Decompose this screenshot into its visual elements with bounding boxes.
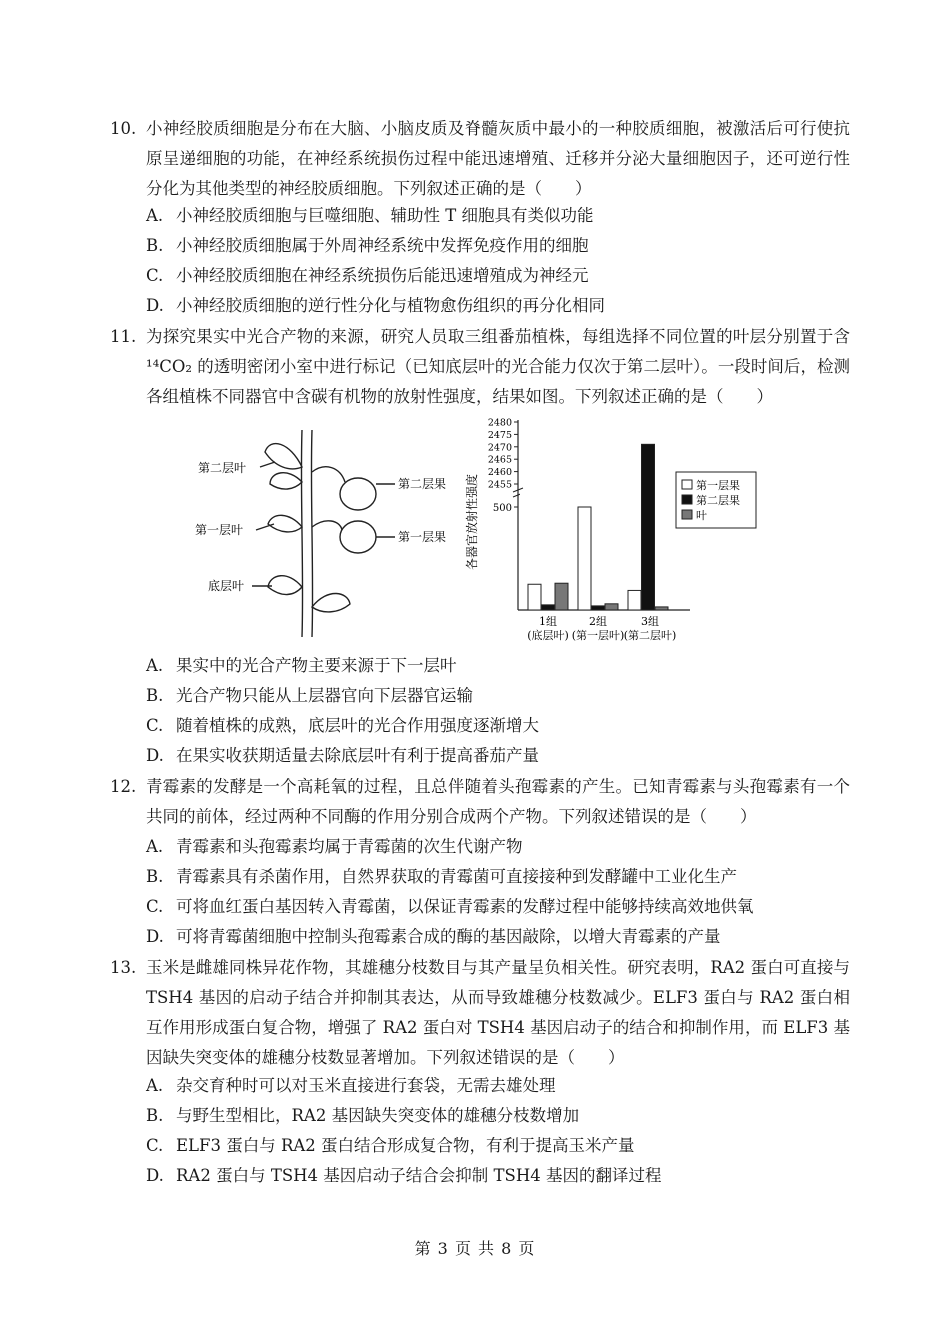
option-label: D. bbox=[146, 927, 164, 946]
bar-2-1 bbox=[578, 507, 591, 610]
option-13-c[interactable] bbox=[146, 1131, 856, 1161]
chart-legend bbox=[676, 472, 756, 528]
option-11-a[interactable] bbox=[146, 651, 856, 681]
fruit-2-stalk bbox=[312, 467, 345, 482]
question-11 bbox=[110, 322, 850, 412]
plant-diagram bbox=[252, 430, 395, 637]
option-text: 青霉素具有杀菌作用，自然界获取的青霉菌可直接接种到发酵罐中工业化生产 bbox=[176, 867, 737, 886]
bar-3-2 bbox=[642, 444, 655, 610]
y-tick-label: 2480 bbox=[487, 417, 512, 429]
y-tick-label: 500 bbox=[492, 503, 512, 514]
option-label: C. bbox=[146, 266, 164, 285]
chart-axis-break-gap bbox=[520, 490, 525, 495]
option-label: A. bbox=[146, 206, 164, 225]
option-label: D. bbox=[146, 1166, 164, 1185]
option-text: 小神经胶质细胞属于外周神经系统中发挥免疫作用的细胞 bbox=[176, 236, 589, 255]
chart-ticks bbox=[488, 418, 518, 515]
option-11-c[interactable] bbox=[146, 711, 856, 741]
option-text: 随着植株的成熟，底层叶的光合作用强度逐渐增大 bbox=[176, 716, 539, 735]
question-10 bbox=[110, 114, 850, 204]
y-tick-label: 2470 bbox=[487, 442, 512, 454]
legend-label: 第一层果 bbox=[696, 479, 740, 492]
option-label: C. bbox=[146, 897, 164, 916]
option-11-d[interactable] bbox=[146, 741, 856, 771]
chart-ylabel: 各器官放射性强度 bbox=[465, 473, 479, 571]
option-12-b[interactable] bbox=[146, 862, 856, 892]
bar-1-1 bbox=[528, 584, 541, 610]
plant-label-leaf1: 第一层叶 bbox=[195, 523, 244, 537]
fruit-2 bbox=[340, 478, 376, 510]
option-text: ELF3 蛋白与 RA2 蛋白结合形成复合物，有利于提高玉米产量 bbox=[176, 1136, 635, 1155]
option-label: C. bbox=[146, 1136, 164, 1155]
question-12 bbox=[110, 772, 850, 832]
option-text: 果实中的光合产物主要来源于下一层叶 bbox=[176, 656, 457, 675]
leaf-0a bbox=[268, 576, 302, 595]
y-tick-label: 2475 bbox=[487, 429, 512, 441]
category-label: 1组 bbox=[539, 615, 557, 628]
option-label: A. bbox=[146, 656, 164, 675]
legend-swatch bbox=[682, 495, 692, 504]
option-text: 青霉素和头孢霉素均属于青霉菌的次生代谢产物 bbox=[176, 837, 523, 856]
leaf-2b bbox=[270, 473, 302, 489]
bar-2-3 bbox=[605, 604, 618, 610]
option-label: D. bbox=[146, 296, 164, 315]
option-label: C. bbox=[146, 716, 164, 735]
option-label: B. bbox=[146, 1106, 164, 1125]
fruit-1-stalk bbox=[312, 521, 342, 530]
option-12-c[interactable] bbox=[146, 892, 856, 922]
bar-3-3 bbox=[655, 607, 668, 610]
question-number: 12. bbox=[110, 777, 137, 796]
leader-leaf2 bbox=[260, 462, 275, 467]
option-label: A. bbox=[146, 837, 164, 856]
leaf-0b bbox=[312, 593, 350, 611]
option-label: B. bbox=[146, 236, 164, 255]
question-number: 13. bbox=[110, 958, 137, 977]
page-footer: 第 3 页 共 8 页 bbox=[414, 1239, 536, 1258]
category-label: 2组 bbox=[589, 615, 607, 628]
plant-label-leaf2: 第二层叶 bbox=[198, 461, 247, 475]
option-13-b[interactable] bbox=[146, 1101, 856, 1131]
question-stem: 为探究果实中光合产物的来源，研究人员取三组番茄植株，每组选择不同位置的叶层分别置于含 ¹⁴CO₂ 的透明密闭小室中进行标记（已知底层叶的光合能力仅次于第二层叶）。一段时间后，检测各组植株不同器官中含碳有机物的放射性强度，结果如图。下列叙述正确的是（ ） bbox=[146, 327, 850, 406]
option-text: 小神经胶质细胞与巨噬细胞、辅助性 T 细胞具有类似功能 bbox=[176, 206, 594, 225]
option-10-c[interactable] bbox=[146, 261, 856, 291]
leaf-2a bbox=[265, 444, 302, 469]
plant-label-fruit1: 第一层果 bbox=[398, 530, 447, 544]
bar-2-2 bbox=[592, 606, 605, 610]
question-stem: 小神经胶质细胞是分布在大脑、小脑皮质及脊髓灰质中最小的一种胶质细胞，被激活后可行使抗原呈递细胞的功能，在神经系统损伤过程中能迅速增殖、迁移并分泌大量细胞因子，还可逆行性分化为其他类型的神经胶质细胞。下列叙述正确的是（ ） bbox=[146, 119, 850, 198]
option-13-a[interactable] bbox=[146, 1071, 856, 1101]
option-10-a[interactable] bbox=[146, 201, 856, 231]
y-tick-label: 2455 bbox=[487, 479, 512, 491]
plant-label-leaf0: 底层叶 bbox=[208, 579, 245, 593]
question-13 bbox=[110, 953, 850, 1073]
category-sublabel: (第二层叶) bbox=[623, 629, 677, 642]
option-10-d[interactable] bbox=[146, 291, 856, 321]
legend-swatch bbox=[682, 480, 692, 489]
option-text: 可将青霉菌细胞中控制头孢霉素合成的酶的基因敲除，以增大青霉素的产量 bbox=[176, 927, 721, 946]
question-number: 10. bbox=[110, 119, 137, 138]
option-text: 在果实收获期适量去除底层叶有利于提高番茄产量 bbox=[176, 746, 539, 765]
figure bbox=[190, 412, 770, 657]
legend-swatch bbox=[682, 510, 692, 519]
plant-label-fruit2: 第二层果 bbox=[398, 477, 447, 491]
y-tick-label: 2460 bbox=[487, 467, 512, 479]
category-sublabel: (第一层叶) bbox=[571, 629, 625, 642]
bar-1-3 bbox=[555, 583, 568, 610]
fruit-1 bbox=[340, 521, 376, 553]
option-10-b[interactable] bbox=[146, 231, 856, 261]
chart-categories bbox=[527, 615, 676, 642]
legend-label: 第二层果 bbox=[696, 494, 740, 507]
option-text: 光合产物只能从上层器官向下层器官运输 bbox=[176, 686, 473, 705]
option-text: 小神经胶质细胞在神经系统损伤后能迅速增殖成为神经元 bbox=[176, 266, 589, 285]
option-12-a[interactable] bbox=[146, 832, 856, 862]
option-text: 杂交育种时可以对玉米直接进行套袋，无需去雄处理 bbox=[176, 1076, 556, 1095]
option-label: B. bbox=[146, 867, 164, 886]
figure-svg bbox=[190, 412, 770, 657]
option-11-b[interactable] bbox=[146, 681, 856, 711]
option-text: RA2 蛋白与 TSH4 基因启动子结合会抑制 TSH4 基因的翻译过程 bbox=[176, 1166, 662, 1185]
plant-stem bbox=[301, 430, 302, 637]
question-stem: 青霉素的发酵是一个高耗氧的过程，且总伴随着头孢霉素的产生。已知青霉素与头孢霉素有一个共同的前体，经过两种不同酶的作用分别合成两个产物。下列叙述错误的是（ ） bbox=[146, 777, 850, 826]
option-13-d[interactable] bbox=[146, 1161, 856, 1191]
legend-label: 叶 bbox=[696, 509, 707, 522]
category-sublabel: (底层叶) bbox=[527, 629, 569, 642]
option-label: B. bbox=[146, 686, 164, 705]
option-text: 可将血红蛋白基因转入青霉菌，以保证青霉素的发酵过程中能够持续高效地供氧 bbox=[176, 897, 754, 916]
bar-3-1 bbox=[628, 590, 641, 610]
bar-1-2 bbox=[542, 605, 555, 610]
option-text: 与野生型相比，RA2 基因缺失突变体的雄穗分枝数增加 bbox=[176, 1106, 580, 1125]
option-label: D. bbox=[146, 746, 164, 765]
category-label: 3组 bbox=[641, 615, 659, 628]
y-tick-label: 2465 bbox=[487, 454, 512, 466]
question-number: 11. bbox=[110, 327, 137, 346]
option-12-d[interactable] bbox=[146, 922, 856, 952]
bar-chart bbox=[464, 418, 756, 643]
option-label: A. bbox=[146, 1076, 164, 1095]
chart-bars bbox=[528, 444, 668, 610]
option-text: 小神经胶质细胞的逆行性分化与植物愈伤组织的再分化相同 bbox=[176, 296, 605, 315]
question-stem: 玉米是雌雄同株异花作物，其雄穗分枝数目与其产量呈负相关性。研究表明，RA2 蛋白可直接与 TSH4 基因的启动子结合并抑制其表达，从而导致雄穗分枝数减少。ELF3 蛋白与 RA2 蛋白相互作用形成蛋白复合物，增强了 RA2 蛋白对 TSH4 基因启动子的结合和抑制作用，而 ELF3 基因缺失突变体的雄穗分枝数显著增加。下列叙述错误的是（ ） bbox=[146, 958, 850, 1067]
